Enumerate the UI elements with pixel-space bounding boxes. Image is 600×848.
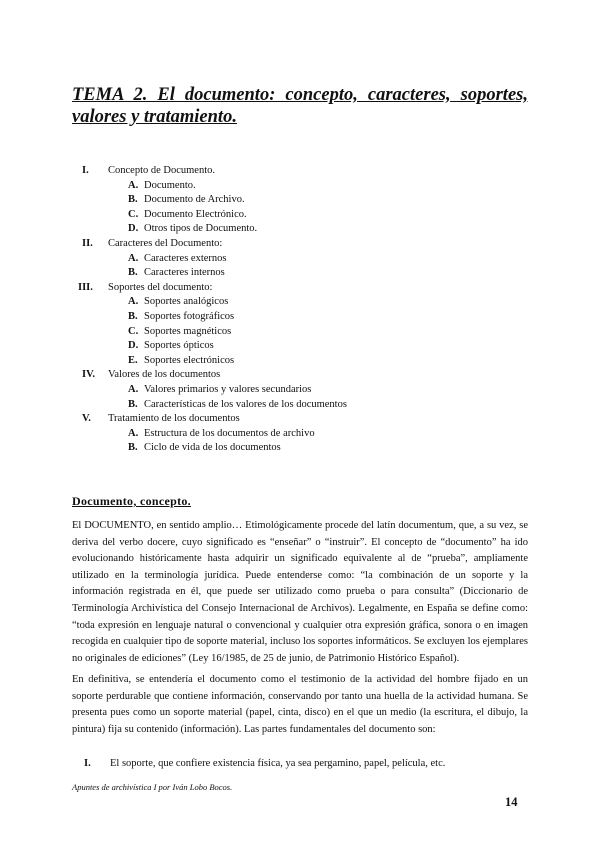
toc-section	[70, 281, 490, 296]
toc-subsection-label: Soportes electrónicos	[144, 354, 235, 366]
toc-subsection-label: Documento de Archivo.	[144, 194, 245, 206]
table-of-contents	[70, 164, 490, 456]
list-item-number: I.	[84, 758, 91, 769]
toc-subsection-letter: D.	[128, 340, 139, 352]
toc-section-label: Caracteres del Documento:	[108, 237, 223, 249]
page-number: 14	[505, 795, 518, 809]
toc-subsection-letter: B.	[128, 442, 138, 454]
toc-subsection	[70, 427, 490, 442]
toc-section-label: Soportes del documento:	[108, 281, 213, 293]
toc-subsection-label: Soportes magnéticos	[144, 325, 232, 337]
toc-subsection	[70, 295, 490, 310]
toc-subsection-label: Otros tipos de Documento.	[144, 223, 258, 235]
toc-subsection-label: Ciclo de vida de los documentos	[144, 442, 281, 454]
paragraph-2: En definitiva, se entendería el documento como el testimonio de la actividad del hombre fijado en un soporte perdurable que contiene información, conservando por tanto una huella de la actividad humana. Se presenta pues como un soporte material (papel, cinta, disco) en el que un medio (la escritura, el dibujo, la pintura) fija su contenido (información). Las partes fundamentales del documento son:	[72, 674, 528, 735]
toc-subsection-label: Soportes analógicos	[144, 296, 229, 308]
toc-subsection	[70, 266, 490, 281]
toc-subsection	[70, 441, 490, 456]
toc-section	[70, 164, 490, 179]
toc-subsection-letter: D.	[128, 223, 139, 235]
toc-subsection-label: Caracteres externos	[144, 252, 227, 264]
list-item-label: El soporte, que confiere existencia física, ya sea pergamino, papel, película, etc.	[110, 758, 446, 769]
toc-subsection-letter: C.	[128, 325, 139, 337]
toc-section-number: II.	[82, 237, 93, 249]
toc-subsection	[70, 179, 490, 194]
toc-subsection	[70, 208, 490, 223]
toc-subsection	[70, 325, 490, 340]
toc-subsection-label: Documento.	[144, 179, 196, 191]
toc-subsection	[70, 222, 490, 237]
toc-subsection	[70, 193, 490, 208]
toc-section-label: Concepto de Documento.	[108, 165, 216, 176]
toc-subsection	[70, 383, 490, 398]
paragraph-1: El DOCUMENTO, en sentido amplio… Etimológicamente procede del latín documentum, que, a su vez, se deriva del verbo docere, cuyo significado es “enseñar” o “instruir”. El concepto de “documento” ha ido evolucionando históricamente hasta adquirir un significado equivalente al de “prueba”, ampliamente utilizado en la terminología jurídica. Puede entenderse como: “la combinación de un soporte y la información registrada en él, que puede ser utilizado como prueba o para consulta” (Diccionario de Terminología Archivística del Consejo Internacional de Archivos). Legalmente, en España se define como: “toda expresión en lenguaje natural o convencional y cualquier otra expresión gráfica, sonora o en imagen recogida en cualquier tipo de soporte material, incluso los soportes informáticos. Se excluyen los ejemplares no originales de ediciones” (Ley 16/1985, de 25 de junio, de Patrimonio Histórico Español).	[72, 520, 528, 664]
toc-subsection-letter: A.	[128, 383, 139, 395]
toc-subsection-label: Estructura de los documentos de archivo	[144, 427, 315, 439]
toc-section-label: Tratamiento de los documentos	[108, 413, 240, 425]
section-heading: Documento, concepto.	[72, 494, 191, 508]
toc-section	[70, 368, 490, 383]
toc-section-label: Valores de los documentos	[108, 369, 221, 381]
toc-subsection	[70, 339, 490, 354]
toc-subsection-letter: E.	[128, 354, 138, 366]
toc-subsection-label: Características de los valores de los documentos	[144, 398, 347, 410]
toc-subsection-letter: A.	[128, 179, 139, 191]
toc-subsection-letter: A.	[128, 252, 139, 264]
toc-subsection-label: Soportes fotográficos	[144, 310, 235, 322]
toc-subsection-letter: A.	[128, 296, 139, 308]
toc-subsection-label: Caracteres internos	[144, 267, 225, 279]
toc-section-number: V.	[82, 413, 91, 425]
toc-subsection	[70, 310, 490, 325]
toc-section-number: I.	[82, 165, 89, 176]
toc-subsection	[70, 354, 490, 369]
toc-section	[70, 412, 490, 427]
page-title: TEMA 2. El documento: concepto, caracteres, soportes, valores y tratamiento.	[72, 85, 528, 127]
toc-subsection-label: Soportes ópticos	[144, 340, 214, 352]
toc-section-number: III.	[78, 281, 93, 293]
toc-subsection-letter: B.	[128, 194, 138, 206]
toc-subsection	[70, 398, 490, 413]
toc-section-number: IV.	[82, 369, 95, 381]
toc-subsection	[70, 252, 490, 267]
toc-subsection-letter: A.	[128, 427, 139, 439]
toc-subsection-letter: B.	[128, 310, 138, 322]
toc-section	[70, 237, 490, 252]
toc-subsection-label: Documento Electrónico.	[144, 208, 247, 220]
toc-subsection-letter: C.	[128, 208, 139, 220]
toc-subsection-letter: B.	[128, 398, 138, 410]
footer-note: Apuntes de archivística I por Iván Lobo Bocos.	[72, 782, 233, 792]
toc-subsection-label: Valores primarios y valores secundarios	[144, 383, 312, 395]
toc-subsection-letter: B.	[128, 267, 138, 279]
